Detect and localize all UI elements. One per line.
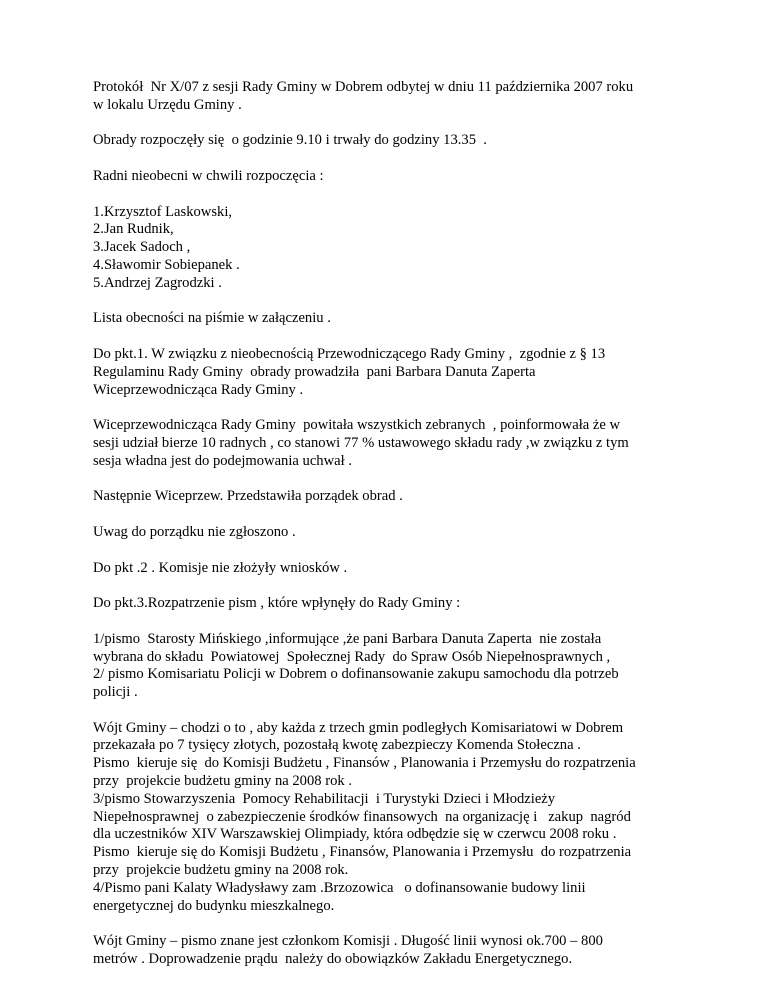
paragraph: [93, 79, 693, 115]
text-line: Do pkt.1. W związku z nieobecnością Przewodniczącego Rady Gminy , zgodnie z § 13: [93, 345, 606, 362]
text-line: 2/ pismo Komisariatu Policji w Dobrem o dofinansowanie zakupu samochodu dla potrzeb: [93, 666, 619, 683]
paragraph: [93, 310, 693, 328]
text-line: Regulaminu Rady Gminy obrady prowadziła pani Barbara Danuta Zaperta: [93, 363, 536, 380]
paragraph: [93, 560, 693, 578]
paragraph: [93, 168, 693, 186]
text-line: Uwag do porządku nie zgłoszono .: [93, 523, 296, 540]
text-line: Lista obecności na piśmie w załączeniu .: [93, 310, 331, 327]
text-line: Wiceprzewodnicząca Rady Gminy powitała wszystkich zebranych , poinformowała że w: [93, 417, 621, 434]
text-line: 2.Jan Rudnik,: [93, 221, 174, 238]
text-line: Do pkt .2 . Komisje nie złożyły wniosków .: [93, 559, 348, 576]
text-line: 4/Pismo pani Kalaty Władysławy zam .Brzozowica o dofinansowanie budowy linii: [93, 879, 586, 896]
text-line: wybrana do składu Powiatowej Społecznej Rady do Spraw Osób Niepełnosprawnych ,: [93, 648, 611, 665]
paragraph: [93, 933, 693, 969]
document-body: [93, 79, 693, 987]
text-line: Niepełnosprawnej o zabezpieczenie środków finansowych na organizację i zakup nagród: [93, 808, 631, 825]
paragraph: [93, 720, 693, 916]
text-line: Obrady rozpoczęły się o godzinie 9.10 i trwały do godziny 13.35 .: [93, 132, 487, 149]
text-line: przekazała po 7 tysięcy złotych, pozostałą kwotę zabezpieczy Komenda Stołeczna .: [93, 737, 581, 754]
text-line: Radni nieobecni w chwili rozpoczęcia :: [93, 167, 324, 184]
paragraph: [93, 524, 693, 542]
paragraph: [93, 595, 693, 613]
text-line: Protokół Nr X/07 z sesji Rady Gminy w Dobrem odbytej w dniu 11 października 2007 roku: [93, 79, 634, 95]
text-line: metrów . Doprowadzenie prądu należy do obowiązków Zakładu Energetycznego.: [93, 951, 573, 968]
text-line: 1.Krzysztof Laskowski,: [93, 203, 233, 220]
text-line: Pismo kieruje się do Komisji Budżetu , Finansów, Planowania i Przemysłu do rozpatrzenia: [93, 844, 632, 861]
text-line: Następnie Wiceprzew. Przedstawiła porządek obrad .: [93, 488, 403, 505]
text-line: 4.Sławomir Sobiepanek .: [93, 256, 240, 273]
text-line: Wójt Gminy – pismo znane jest członkom Komisji . Długość linii wynosi ok.700 – 800: [93, 933, 603, 950]
paragraph: [93, 346, 693, 399]
text-line: policji .: [93, 684, 138, 701]
paragraph: [93, 132, 693, 150]
paragraph: [93, 417, 693, 470]
paragraph: [93, 488, 693, 506]
text-line: energetycznej do budynku mieszkalnego.: [93, 897, 335, 914]
text-line: przy projekcie budżetu gminy na 2008 rok .: [93, 773, 352, 790]
text-line: sesja władna jest do podejmowania uchwał .: [93, 452, 352, 469]
text-line: 3/pismo Stowarzyszenia Pomocy Rehabilitacji i Turystyki Dzieci i Młodzieży: [93, 790, 556, 807]
text-line: Wójt Gminy – chodzi o to , aby każda z trzech gmin podległych Komisariatowi w Dobrem: [93, 719, 624, 736]
text-line: Wiceprzewodnicząca Rady Gminy .: [93, 381, 304, 398]
text-line: dla uczestników XIV Warszawskiej Olimpiady, która odbędzie się w czerwcu 2008 roku .: [93, 826, 617, 843]
text-line: Do pkt.3.Rozpatrzenie pism , które wpłynęły do Rady Gminy :: [93, 595, 461, 612]
text-line: 5.Andrzej Zagrodzki .: [93, 274, 222, 291]
text-line: 3.Jacek Sadoch ,: [93, 239, 191, 256]
text-line: Pismo kieruje się do Komisji Budżetu , Finansów , Planowania i Przemysłu do rozpatrzenia: [93, 755, 636, 772]
paragraph: [93, 204, 693, 293]
text-line: przy projekcie budżetu gminy na 2008 rok.: [93, 862, 349, 879]
text-line: sesji udział bierze 10 radnych , co stanowi 77 % ustawowego składu rady ,w związku z tym: [93, 434, 629, 451]
paragraph: [93, 631, 693, 702]
text-line: 1/pismo Starosty Mińskiego ,informujące ,że pani Barbara Danuta Zaperta nie została: [93, 630, 602, 647]
text-line: w lokalu Urzędu Gminy .: [93, 96, 242, 113]
